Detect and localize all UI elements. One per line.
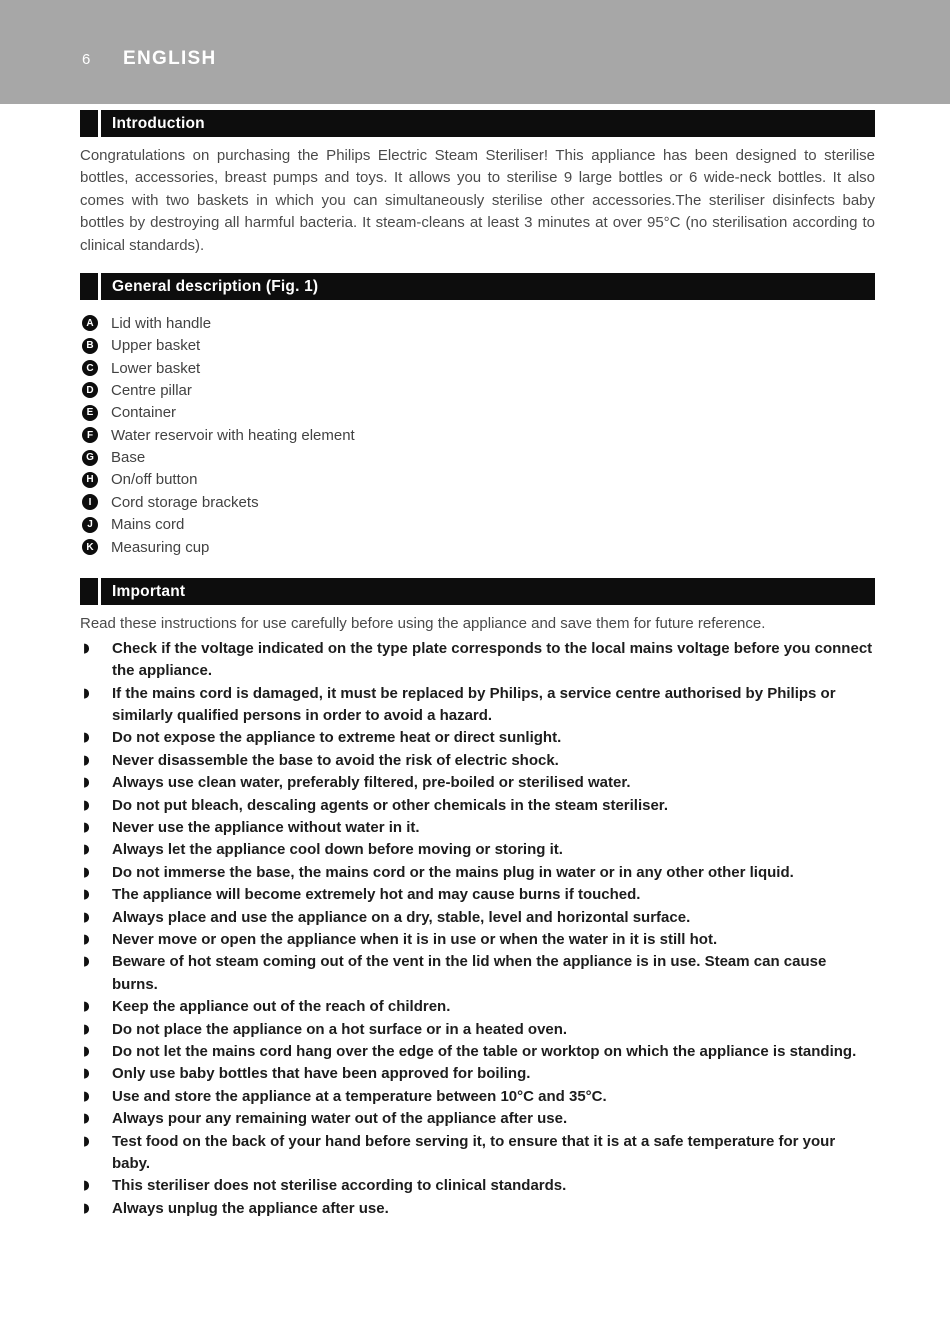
part-label: Centre pillar <box>111 381 192 399</box>
bullet-text: Always pour any remaining water out of the appliance after use. <box>112 1110 568 1128</box>
bullet-list-item <box>80 884 875 906</box>
language-label: ENGLISH <box>123 48 217 69</box>
page-number: 6 <box>82 50 91 68</box>
bullet-list-item <box>80 638 875 683</box>
bullet-text: Always use clean water, preferably filtered, pre-boiled or sterilised water. <box>112 774 631 792</box>
section-heading-introduction <box>80 110 875 137</box>
bullet-icon: ◗ <box>83 864 90 880</box>
bullet-text: Do not immerse the base, the mains cord or the mains plug in water or in any other other liquid. <box>112 863 794 881</box>
bullet-icon: ◗ <box>83 932 90 948</box>
bullet-list-item <box>80 1175 875 1197</box>
part-list-item <box>80 379 875 401</box>
bullet-text: Never move or open the appliance when it is in use or when the water in it is still hot. <box>112 931 718 949</box>
bullet-list-item <box>80 951 875 996</box>
bullet-icon: ◗ <box>83 1088 90 1104</box>
page-content <box>80 110 875 1220</box>
part-list-item <box>80 469 875 491</box>
bullet-list-item <box>80 907 875 929</box>
bullet-text: Do not let the mains cord hang over the edge of the table or worktop on which the appliance is standing. <box>112 1043 857 1061</box>
bullet-icon: ◗ <box>83 1178 90 1194</box>
bullet-text: Use and store the appliance at a temperature between 10°C and 35°C. <box>112 1087 607 1105</box>
bullet-list-item <box>80 1086 875 1108</box>
heading-bar-notch <box>98 110 101 137</box>
part-letter-badge: H <box>82 472 98 488</box>
bullet-list-item <box>80 795 875 817</box>
part-letter-badge: F <box>82 427 98 443</box>
bullet-text: If the mains cord is damaged, it must be replaced by Philips, a service centre authorised by Philips or similarly qualified persons in order to avoid a hazard. <box>112 684 836 724</box>
bullet-icon: ◗ <box>83 1200 90 1216</box>
bullet-icon: ◗ <box>83 1111 90 1127</box>
part-letter-badge: B <box>82 338 98 354</box>
bullet-icon: ◗ <box>83 640 90 656</box>
bullet-list-item <box>80 839 875 861</box>
part-list-item <box>80 424 875 446</box>
bullet-text: The appliance will become extremely hot and may cause burns if touched. <box>112 886 641 904</box>
part-label: Water reservoir with heating element <box>111 426 355 444</box>
section-heading-label: Important <box>112 582 186 600</box>
bullet-icon: ◗ <box>83 909 90 925</box>
bullet-list-item <box>80 1131 875 1176</box>
part-label: Container <box>111 404 177 422</box>
part-list-item <box>80 446 875 468</box>
bullet-text: Do not place the appliance on a hot surface or in a heated oven. <box>112 1020 568 1038</box>
bullet-icon: ◗ <box>83 1021 90 1037</box>
section-heading-label: Introduction <box>112 114 205 132</box>
part-label: Lower basket <box>111 359 201 377</box>
page-header-band <box>0 0 950 104</box>
bullet-text: Never disassemble the base to avoid the risk of electric shock. <box>112 751 559 769</box>
part-list-item <box>80 402 875 424</box>
bullet-list-item <box>80 1198 875 1220</box>
bullet-text: Test food on the back of your hand before serving it, to ensure that it is at a safe temperature for your baby. <box>112 1132 836 1173</box>
bullet-text: Beware of hot steam coming out of the vent in the lid when the appliance is in use. Steam can cause burns. <box>112 953 827 993</box>
bullet-list-item <box>80 683 875 728</box>
bullet-list-item <box>80 750 875 772</box>
part-label: Upper basket <box>111 337 201 355</box>
bullet-list-item <box>80 727 875 749</box>
bullet-icon: ◗ <box>83 685 90 701</box>
heading-bar-notch <box>98 578 101 605</box>
bullet-icon: ◗ <box>83 797 90 813</box>
bullet-icon: ◗ <box>83 999 90 1015</box>
bullet-list-item <box>80 929 875 951</box>
part-letter-badge: I <box>82 494 98 510</box>
bullet-icon: ◗ <box>83 842 90 858</box>
bullet-icon: ◗ <box>83 752 90 768</box>
bullet-icon: ◗ <box>83 1066 90 1082</box>
bullet-list-item <box>80 862 875 884</box>
part-letter-badge: A <box>82 315 98 331</box>
bullet-icon: ◗ <box>83 730 90 746</box>
bullet-list-item <box>80 772 875 794</box>
bullet-icon: ◗ <box>83 1133 90 1149</box>
bullet-text: Only use baby bottles that have been approved for boiling. <box>112 1065 531 1083</box>
bullet-icon: ◗ <box>83 1044 90 1060</box>
bullet-text: Always place and use the appliance on a dry, stable, level and horizontal surface. <box>112 908 691 926</box>
part-label: Cord storage brackets <box>111 493 259 511</box>
part-letter-badge: J <box>82 517 98 533</box>
section-heading-important <box>80 578 875 605</box>
part-letter-badge: C <box>82 360 98 376</box>
part-list-item <box>80 312 875 334</box>
part-label: Mains cord <box>111 516 185 534</box>
bullet-text: Never use the appliance without water in it. <box>112 818 420 836</box>
bullet-list-item <box>80 1019 875 1041</box>
bullet-list-item <box>80 1063 875 1085</box>
important-intro-paragraph: Read these instructions for use carefully before using the appliance and save them for future reference. <box>80 615 766 633</box>
important-bullet-list <box>80 638 875 1221</box>
parts-list <box>80 312 875 558</box>
bullet-icon: ◗ <box>83 887 90 903</box>
bullet-text: Do not expose the appliance to extreme heat or direct sunlight. <box>112 729 562 747</box>
part-list-item <box>80 491 875 513</box>
part-label: On/off button <box>111 471 198 489</box>
bullet-icon: ◗ <box>83 954 90 970</box>
introduction-paragraph: Congratulations on purchasing the Philips Electric Steam Steriliser! This appliance has been designed to sterilise bottles, accessories, breast pumps and toys. It allows you to sterilise 9 large bottles or 6 wide-neck bottles. It also comes with two baskets in which you can simultaneously sterilise other accessories.The steriliser disinfects baby bottles by destroying all harmful bacteria. It steam-cleans at least 3 minutes at over 95°C (no sterilisation according to clinical standards). <box>80 147 875 254</box>
part-letter-badge: G <box>82 450 98 466</box>
bullet-text: Keep the appliance out of the reach of children. <box>112 998 451 1016</box>
part-letter-badge: D <box>82 382 98 398</box>
bullet-icon: ◗ <box>83 775 90 791</box>
bullet-text: Always unplug the appliance after use. <box>112 1199 389 1217</box>
bullet-text: Do not put bleach, descaling agents or other chemicals in the steam steriliser. <box>112 796 668 814</box>
part-label: Lid with handle <box>111 314 212 332</box>
bullet-list-item <box>80 1041 875 1063</box>
bullet-icon: ◗ <box>83 819 90 835</box>
part-list-item <box>80 334 875 356</box>
part-letter-badge: E <box>82 405 98 421</box>
bullet-list-item <box>80 817 875 839</box>
heading-bar-notch <box>98 273 101 300</box>
bullet-list-item <box>80 996 875 1018</box>
part-list-item <box>80 536 875 558</box>
section-heading-general-description <box>80 273 875 300</box>
bullet-text: Check if the voltage indicated on the type plate corresponds to the local mains voltage before you connect the appliance. <box>112 639 873 680</box>
bullet-text: Always let the appliance cool down before moving or storing it. <box>112 841 563 859</box>
bullet-list-item <box>80 1108 875 1130</box>
part-list-item <box>80 514 875 536</box>
part-letter-badge: K <box>82 539 98 555</box>
part-label: Base <box>111 449 146 467</box>
part-label: Measuring cup <box>111 538 210 556</box>
section-heading-label: General description (Fig. 1) <box>112 277 319 295</box>
bullet-text: This steriliser does not sterilise according to clinical standards. <box>112 1177 567 1195</box>
part-list-item <box>80 357 875 379</box>
